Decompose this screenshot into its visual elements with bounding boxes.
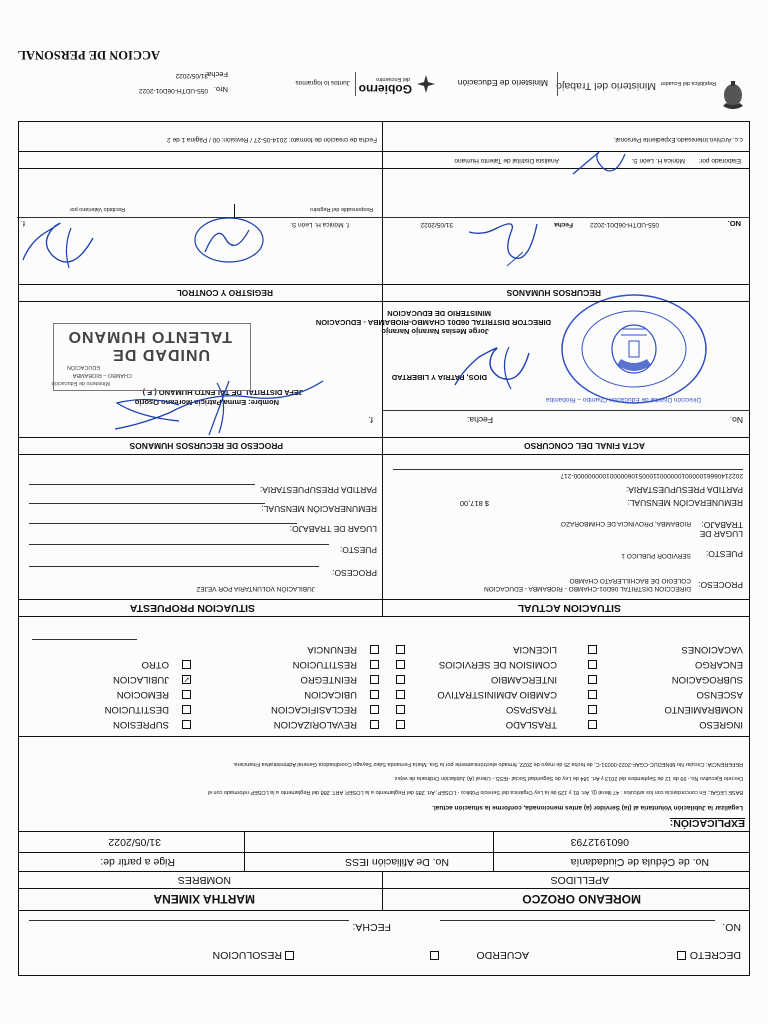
rh-fecha-value: 31/05/2022: [420, 221, 453, 228]
decreto-checkbox[interactable]: [677, 951, 686, 960]
acta-fecha-label: Fecha:: [467, 415, 493, 425]
instrument-no-fecha-row: [19, 911, 749, 939]
elaborado-signature: [569, 148, 629, 182]
movement-checkbox-otro[interactable]: [182, 660, 191, 669]
republic-text: República del Ecuador: [660, 80, 716, 86]
rh-registro-body: [19, 169, 749, 285]
situacion-propuesta-title: SITUACION PROPUESTA: [129, 602, 255, 614]
header-nro-label: Nro.: [213, 85, 228, 94]
movement-label-otro: OTRO: [141, 659, 169, 670]
movement-checkbox-vacaciones[interactable]: [588, 645, 597, 654]
names-row: [19, 889, 749, 911]
iess-label: No. De Afiliación IESS: [345, 856, 449, 868]
registro-firmante: f. Mónica H. León S.: [290, 221, 349, 228]
explicacion-base-legal: BASE LEGAL: En concordancia con los artículos : 47 literal (j), Art. 81 y 129 de la Ley Orgánica del Servicio Público - LOSEP; Art. 285 del Reglamento a la LOSEP, ART. 288 del Reglamento a la LOSEP reformado con el: [207, 789, 743, 795]
instrument-fecha-label: FECHA:: [352, 921, 391, 933]
movement-label-destitucion: DESTITUCION: [104, 704, 169, 715]
movement-checkbox-remocion[interactable]: [182, 690, 191, 699]
rrhh-f-label: f.: [368, 415, 373, 425]
actual-partida-label: PARTIDA PRESUPUESTARIA:: [625, 485, 743, 495]
firma-cargo1: DIRECTOR DISTRITAL 06D01 CHAMBO-RIOBAMBA - EDUCACION: [315, 318, 551, 327]
registro-signature: [189, 214, 269, 270]
movement-label-remocion: REMOCION: [116, 689, 169, 700]
acuerdo-label: ACUERDO: [476, 949, 529, 961]
formato-text: Fecha de creación de formato: 2014-05-27 / Revisión: 00 / Página 1 de 2: [167, 136, 377, 143]
document-title: ACCION DE PERSONAL: [17, 48, 160, 62]
movement-label-intercambio: INTERCAMBIO: [491, 674, 557, 685]
movements-grid: [19, 617, 749, 737]
firma-cargo2: MINISTERIO DE EDUCACION: [387, 309, 491, 318]
movement-checkbox-reclasificacion[interactable]: [370, 705, 379, 714]
cedula-label: No. de Cédula de Ciudadanía: [570, 856, 709, 868]
instrument-no-label: NO.: [722, 921, 741, 933]
movement-label-reintegro: REINTEGRO: [300, 674, 357, 685]
movement-checkbox-reintegro[interactable]: [370, 675, 379, 684]
movement-label-supresion: SUPRESION: [113, 719, 169, 730]
explicacion-referencia: REFERENCIA: Circular No MINEDUC-CGAF-2022-00031-C, de fecha 25 de mayo de 2022, firmado electrónicamente por la Sra. María Fernanda Sáez Sayago Coordinadora General Administrativa Financiera.: [232, 761, 743, 767]
movement-label-comision-de-servicios: COMISION DE SERVICIOS: [438, 659, 557, 670]
actual-puesto-value: SERVIDOR PUBLICO 1: [621, 552, 691, 559]
propuesta-proceso-value: JUBILACIÓN VOLUNTARIA POR VEJEZ: [196, 585, 315, 592]
header-nro-value: 055-UDTH-06D01-2022: [138, 87, 208, 94]
actual-proceso-line2: COLEGIO DE BACHILLERATO CHAMBO: [569, 577, 691, 584]
actual-lugar-label-1: LUGAR DE: [699, 529, 743, 539]
explicacion-section: [19, 737, 749, 832]
names-labels-row: [19, 872, 749, 889]
seal-text: Dirección Distrital de Educación Chambo – Riobamba: [546, 396, 701, 403]
movement-checkbox-destitucion[interactable]: [182, 705, 191, 714]
movement-checkbox-nombramiento[interactable]: [588, 705, 597, 714]
movement-label-restitucion: RESTITUCION: [292, 659, 357, 670]
movement-label-traslado: TRASLADO: [505, 719, 557, 730]
movement-checkbox-revalorizacion[interactable]: [370, 720, 379, 729]
movement-label-renuncia: RENUNCIA: [307, 644, 357, 655]
cc-text: c.c. Archivo.Interesado.Expediente Personal.: [613, 136, 743, 143]
decreto-label: DECRETO: [689, 949, 741, 961]
registro-responsable: Responsable del Registro: [310, 206, 373, 212]
situaciones-header-row: [19, 600, 749, 617]
gobierno-slogan-text: Juntos lo logramos: [295, 79, 350, 86]
movement-checkbox-licencia[interactable]: [396, 645, 405, 654]
movement-checkbox-ubicacion[interactable]: [370, 690, 379, 699]
stamp-ministry-text: Ministerio de Educación: [51, 380, 110, 386]
registro-title: REGISTRO Y CONTROL: [176, 288, 273, 298]
situaciones-body: [19, 455, 749, 600]
movement-checkbox-traspaso[interactable]: [396, 705, 405, 714]
movement-label-reclasificacion: RECLASIFICACION: [270, 704, 357, 715]
director-signature: [449, 341, 539, 397]
registro-recibido: Recibido Valeriano por: [69, 206, 125, 212]
movement-checkbox-ascenso[interactable]: [588, 690, 597, 699]
gobierno-sub-text: del Encuentro: [376, 76, 410, 82]
propuesta-lugar-label: LUGAR DE TRABAJO:: [289, 524, 377, 534]
movement-checkbox-jubilacion[interactable]: ✓: [183, 675, 190, 684]
movement-checkbox-subrogacion[interactable]: [588, 675, 597, 684]
rh-signature: [463, 214, 543, 272]
resolucion-checkbox[interactable]: [285, 951, 294, 960]
education-ministry-text: Ministerio de Educación: [457, 78, 548, 88]
movement-checkbox-ingreso[interactable]: [588, 720, 597, 729]
actual-proceso-line1: DIRECCION DISTRITAL 06D01-CHAMBO - RIOBAMBA - EDUCACION: [484, 585, 691, 592]
propuesta-puesto-label: PUESTO:: [339, 545, 377, 555]
movement-checkbox-renuncia[interactable]: [370, 645, 379, 654]
rige-label: Rige a partir de:: [100, 856, 175, 868]
actual-puesto-label: PUESTO:: [705, 549, 743, 559]
rrhh-cargo: JEFA DISTRITAL DE TALENTO HUMANO ( E ): [142, 388, 303, 397]
movement-label-revalorizacion: REVALORIZACION: [273, 719, 357, 730]
acta-body: [19, 302, 749, 438]
rh-no-label: NO.: [727, 219, 741, 228]
actual-proceso-label: PROCESO:: [698, 580, 743, 590]
movement-label-subrogacion: SUBROGACION: [671, 674, 743, 685]
movement-checkbox-encargo[interactable]: [588, 660, 597, 669]
movement-label-cambio-administrativo: CAMBIO ADMINISTRATIVO: [437, 689, 557, 700]
nombres-value: MARTHA XIMENA: [153, 892, 255, 906]
ids-labels-row: [19, 853, 749, 872]
firma-lema: DIOS, PATRIA Y LIBERTAD: [391, 373, 487, 382]
stamp-mid-text: CHAMBO – RIOBAMBA: [72, 372, 132, 378]
movement-label-ascenso: ASCENSO: [696, 689, 743, 700]
movement-label-vacaciones: VACACIONES: [681, 644, 743, 655]
actual-remuneracion-label: REMUNERACIÓN MENSUAL:: [627, 498, 743, 508]
movement-label-ingreso: INGRESO: [699, 719, 743, 730]
elaborado-value: Mónica H. León S.: [631, 157, 685, 164]
apellidos-value: MOREANO OROZCO: [522, 892, 641, 906]
footer-elaborado-row: [19, 152, 749, 169]
registro-f-label: f.: [20, 219, 25, 228]
movement-checkbox-comision-de-servicios[interactable]: [396, 660, 405, 669]
footer-cc-row: [19, 122, 749, 152]
movement-label-ubicacion: UBICACION: [304, 689, 357, 700]
firma-nombre: Jorge Mesías Naranjo Naranjo: [381, 327, 489, 336]
movement-label-encargo: ENCARGO: [694, 659, 743, 670]
header-fecha-label: Fecha:: [205, 70, 228, 79]
resolucion-label: RESOLUCION: [212, 949, 282, 961]
gobierno-text: Gobierno: [358, 82, 412, 96]
rh-fecha-label: Fecha: [554, 221, 573, 228]
cedula-value: 0601912793: [570, 836, 629, 848]
personnel-action-form: [18, 121, 750, 976]
movement-checkbox-traslado[interactable]: [396, 720, 405, 729]
actual-partida-value: 20221406661000001000000110005106000001000000000-217: [560, 472, 743, 479]
stamp-big-1: UNIDAD DE: [112, 346, 210, 363]
ecuador-coat-of-arms-icon: [720, 80, 746, 112]
stamp-big-2: TALENTO HUMANO: [67, 328, 232, 345]
propuesta-remuneracion-label: REMUNERACIÓN MENSUAL:: [261, 504, 377, 514]
elaborado-label: Elaborado por:: [698, 157, 741, 164]
proceso-rrhh-title: PROCESO DE RECURSOS HUMANOS: [129, 441, 283, 451]
stamp-sub-text: EDUCACIÓN: [66, 364, 100, 370]
movement-label-nombramiento: NOMBRAMIENTO: [664, 704, 743, 715]
movement-checkbox-restitucion[interactable]: [370, 660, 379, 669]
direccion-distrital-seal: [546, 293, 709, 405]
trabajo-ministry-text: Ministerio del Trabajo: [556, 80, 656, 92]
acta-title: ACTA FINAL DEL CONCURSO: [523, 441, 645, 451]
actual-remuneracion-value: $ 817,00: [459, 499, 489, 508]
explicacion-line1: Legalizar la Jubilación Voluntaria al (la) Servidor (a) antes mencionada, conforme la situación actual.: [432, 804, 743, 811]
movement-checkbox-supresion[interactable]: [182, 720, 191, 729]
recibido-signature: [19, 216, 99, 278]
acuerdo-checkbox[interactable]: [430, 951, 439, 960]
actual-lugar-value: RIOBAMBA, PROVINCIA DE CHIMBORAZO: [560, 520, 691, 527]
acta-no-label: No.: [729, 415, 743, 425]
rrhh-nombre: Nombre: Emma Patricia Moreano Osorio: [134, 398, 279, 407]
situacion-actual-title: SITUACION ACTUAL: [517, 602, 621, 614]
apellidos-label: APELLIDOS: [550, 874, 609, 886]
movement-checkbox-intercambio[interactable]: [396, 675, 405, 684]
ids-values-row: [19, 832, 749, 853]
recursos-humanos-title: RECURSOS HUMANOS: [506, 288, 601, 298]
rige-value: 31/05/2022: [108, 836, 161, 848]
movement-label-licencia: LICENCIA: [513, 644, 557, 655]
explicacion-decreto: Decreto Ejecutivo No.- 99 de 12 de Septiembre del 2013 y Art. 184 de Ley de Seguridad Social -IESS.- Literal (A) Jubilación Ordinaria de vejez.: [393, 775, 743, 781]
nombres-label: NOMBRES: [177, 874, 231, 886]
propuesta-proceso-label: PROCESO:: [332, 568, 377, 578]
rh-registro-header: [19, 285, 749, 302]
header-fecha-value: 31/05/2022: [175, 72, 208, 79]
explicacion-title: EXPLICACIÓN:: [669, 817, 745, 829]
analista-text: Analista Distrital de Talento Humano: [454, 157, 559, 164]
movement-checkbox-cambio-administrativo[interactable]: [396, 690, 405, 699]
rh-no-value: 055-UDTH-06D01-2022: [589, 221, 659, 228]
instrument-row: [19, 939, 749, 975]
gobierno-logo-icon: [416, 74, 436, 94]
rrhh-signature: [109, 373, 329, 443]
propuesta-partida-label: PARTIDA PRESUPUESTARIA:: [259, 485, 377, 495]
movement-label-jubilacion: JUBILACION: [113, 674, 169, 685]
actual-lugar-label-2: TRABAJO:: [701, 520, 743, 530]
movement-label-traspaso: TRASPASO: [505, 704, 557, 715]
